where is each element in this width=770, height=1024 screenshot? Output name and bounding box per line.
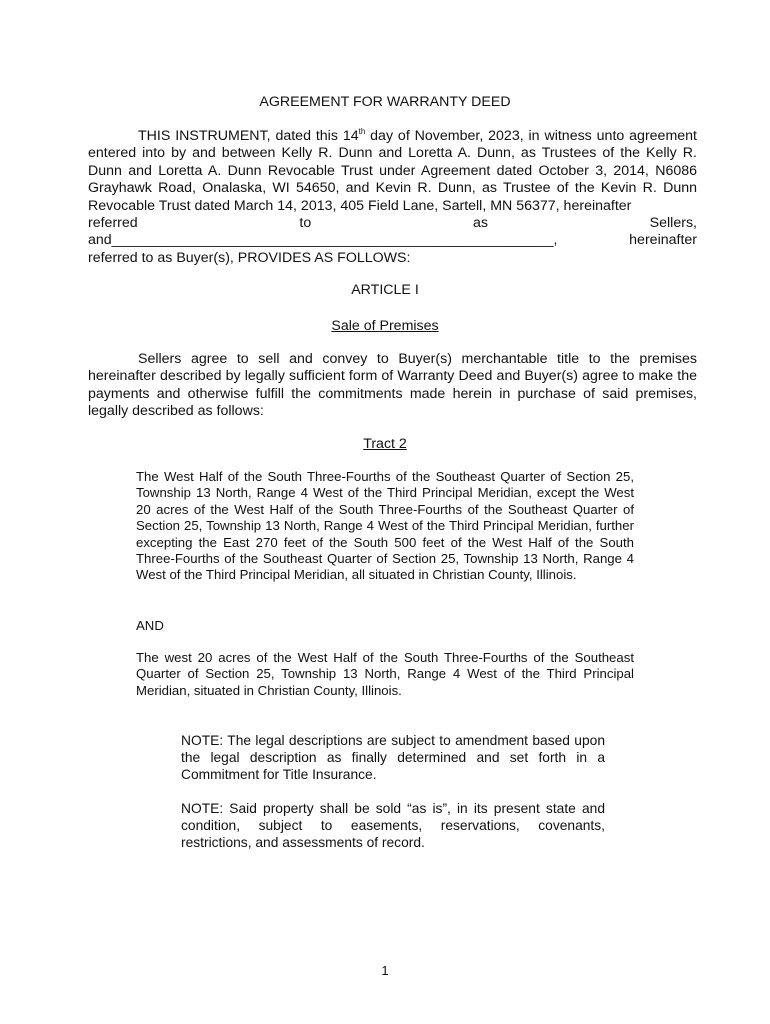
section-heading: Sale of Premises — [331, 318, 439, 334]
article-heading: ARTICLE I — [351, 282, 419, 298]
note-legal-amendment: NOTE: The legal descriptions are subject to amendment based upon the legal description as finally determined and set forth in a Commitment for Title Insurance. — [181, 733, 605, 782]
intro-line-referred — [88, 215, 697, 232]
intro-word: referred — [88, 215, 138, 232]
intro-paragraph — [88, 128, 697, 267]
buyer-name-blank: and________________________________________________________, — [88, 232, 558, 249]
legal-description-1: The West Half of the South Three-Fourths of the Southeast Quarter of Section 25, Township 13 North, Range 4 West of the Third Principal Meridian, except the West 20 acres of the West Half of the South Three-Fourths of the Southeast Quarter of Section 25, Township 13 North, Range 4 West of the Third Principal Meridian, further excepting the East 270 feet of the South 500 feet of the West Half of the South Three-Fourths of the Southeast Quarter of Section 25, Township 13 North, Range 4 West of the Third Principal Meridian, all situated in Christian County, Illinois. — [136, 469, 634, 583]
intro-word: as — [472, 215, 488, 232]
intro-text-part1: THIS INSTRUMENT, dated this 14 — [138, 128, 359, 144]
tract-heading: Tract 2 — [363, 436, 407, 452]
intro-body — [88, 128, 697, 215]
legal-description-2: The west 20 acres of the West Half of the South Three-Fourths of the Southeast Quarter of Section 25, Township 13 North, Range 4 West of the Third Principal Meridian, situated in Christian County, Illinois. — [136, 650, 634, 698]
intro-word: Sellers, — [649, 215, 697, 232]
note-as-is: NOTE: Said property shall be sold “as is”, in its present state and condition, subject to easements, reservations, covenants, restrictions, and assessments of record. — [181, 801, 605, 850]
document-title: AGREEMENT FOR WARRANTY DEED — [259, 94, 511, 110]
and-label: AND — [136, 618, 164, 633]
intro-word: to — [299, 215, 312, 232]
intro-line-buyer-blank — [88, 232, 697, 249]
sale-paragraph: Sellers agree to sell and convey to Buyer(s) merchantable title to the premises hereinafter described by legally sufficient form of Warranty Deed and Buyer(s) agree to make the payments and otherwise fulfill the commitments made herein in purchase of said premises, legally described as follows: — [88, 351, 697, 420]
intro-text-part2: day of November, 2023, in witness unto agreement entered into by and between Kelly R. Dunn and Loretta A. Dunn, as Trustees of the Kelly R. Dunn and Loretta A. Dunn Revocable Trust under Agreement dated October 3, 2014, N6086 Grayhawk Road, Onalaska, WI 54650, and Kevin R. Dunn, as Trustee of the Kevin R. Dunn Revocable Trust dated March 14, 2013, 405 Field Lane, Sartell, MN 56377, hereinafter — [88, 128, 697, 214]
intro-word: hereinafter — [629, 232, 697, 249]
intro-ordinal-suffix: th — [358, 127, 366, 136]
page-number: 1 — [381, 963, 389, 978]
intro-last-line: referred to as Buyer(s), PROVIDES AS FOLLOWS: — [88, 249, 411, 266]
